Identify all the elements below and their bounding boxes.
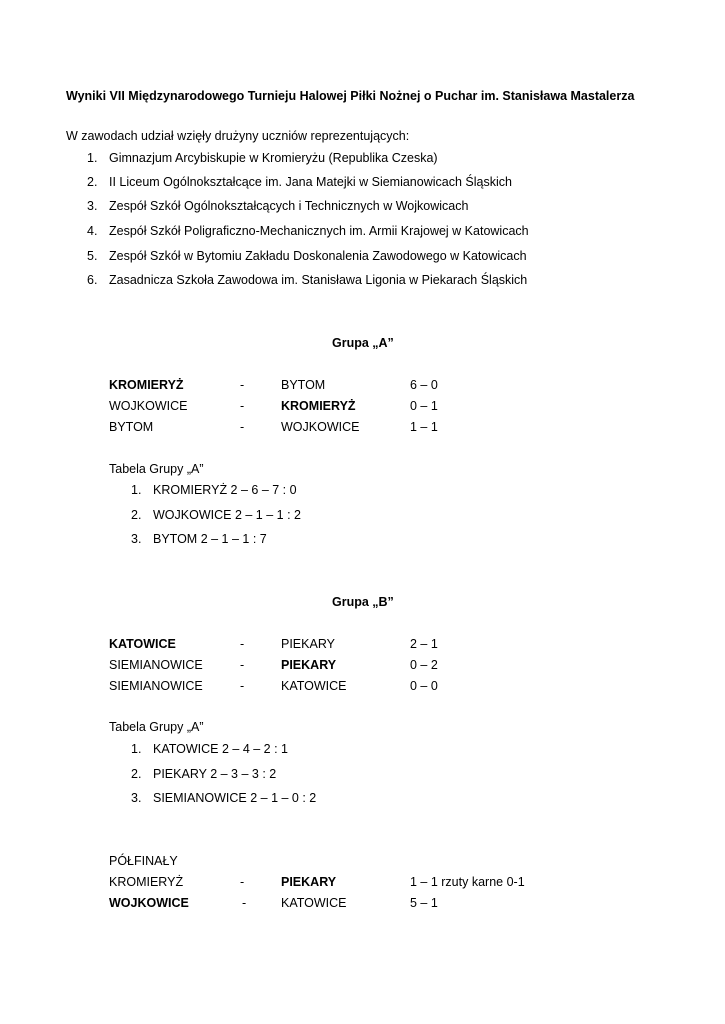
match-separator: - bbox=[240, 637, 245, 651]
match-away-team: BYTOM bbox=[281, 378, 326, 392]
match-away-team: KATOWICE bbox=[281, 896, 347, 910]
match-away-team: PIEKARY bbox=[281, 637, 335, 651]
standing-entry: KATOWICE 2 – 4 – 2 : 1 bbox=[153, 742, 289, 756]
standing-number: 2. bbox=[131, 767, 142, 781]
match-away-team: KROMIERYŻ bbox=[281, 399, 356, 413]
match-score: 2 – 1 bbox=[410, 637, 438, 651]
standing-entry: WOJKOWICE 2 – 1 – 1 : 2 bbox=[153, 508, 301, 522]
standing-entry: BYTOM 2 – 1 – 1 : 7 bbox=[153, 532, 267, 546]
team-number: 5. bbox=[87, 249, 98, 263]
match-away-team: WOJKOWICE bbox=[281, 420, 360, 434]
match-away-team: KATOWICE bbox=[281, 679, 347, 693]
document-title: Wyniki VII Międzynarodowego Turnieju Halowej Piłki Nożnej o Puchar im. Stanisława Mastalerza bbox=[66, 89, 635, 103]
semifinals-heading: PÓŁFINAŁY bbox=[109, 854, 178, 868]
standing-number: 3. bbox=[131, 532, 142, 546]
match-separator: - bbox=[242, 896, 247, 910]
standing-entry: PIEKARY 2 – 3 – 3 : 2 bbox=[153, 767, 277, 781]
standing-entry: KROMIERYŻ 2 – 6 – 7 : 0 bbox=[153, 483, 297, 497]
team-number: 6. bbox=[87, 273, 98, 287]
group-a-table-title: Tabela Grupy „A” bbox=[109, 462, 204, 476]
group-b-heading: Grupa „B” bbox=[332, 595, 394, 609]
match-score: 1 – 1 rzuty karne 0-1 bbox=[410, 875, 525, 889]
standing-number: 2. bbox=[131, 508, 142, 522]
match-home-team: KATOWICE bbox=[109, 637, 176, 651]
standing-entry: SIEMIANOWICE 2 – 1 – 0 : 2 bbox=[153, 791, 317, 805]
match-separator: - bbox=[240, 420, 245, 434]
match-separator: - bbox=[240, 378, 245, 392]
team-name: Zespół Szkół Poligraficzno-Mechanicznych im. Armii Krajowej w Katowicach bbox=[109, 224, 529, 238]
standing-number: 1. bbox=[131, 742, 142, 756]
match-score: 1 – 1 bbox=[410, 420, 438, 434]
team-number: 3. bbox=[87, 199, 98, 213]
team-number: 2. bbox=[87, 175, 98, 189]
match-home-team: WOJKOWICE bbox=[109, 399, 188, 413]
match-away-team: PIEKARY bbox=[281, 875, 337, 889]
match-separator: - bbox=[240, 875, 245, 889]
match-home-team: KROMIERYŻ bbox=[109, 875, 184, 889]
match-home-team: SIEMIANOWICE bbox=[109, 679, 203, 693]
team-name: II Liceum Ogólnokształcące im. Jana Matejki w Siemianowicach Śląskich bbox=[109, 175, 512, 189]
match-home-team: BYTOM bbox=[109, 420, 154, 434]
team-number: 4. bbox=[87, 224, 98, 238]
match-score: 6 – 0 bbox=[410, 378, 438, 392]
match-score: 5 – 1 bbox=[410, 896, 438, 910]
group-b-table-title: Tabela Grupy „A” bbox=[109, 720, 204, 734]
match-score: 0 – 2 bbox=[410, 658, 438, 672]
match-separator: - bbox=[240, 679, 245, 693]
team-name: Gimnazjum Arcybiskupie w Kromieryżu (Republika Czeska) bbox=[109, 151, 438, 165]
match-home-team: WOJKOWICE bbox=[109, 896, 189, 910]
match-home-team: KROMIERYŻ bbox=[109, 378, 184, 392]
match-score: 0 – 1 bbox=[410, 399, 438, 413]
standing-number: 1. bbox=[131, 483, 142, 497]
match-separator: - bbox=[240, 658, 245, 672]
group-a-heading: Grupa „A” bbox=[332, 336, 394, 350]
match-away-team: PIEKARY bbox=[281, 658, 337, 672]
match-separator: - bbox=[240, 399, 245, 413]
match-home-team: SIEMIANOWICE bbox=[109, 658, 203, 672]
intro-text: W zawodach udział wzięły drużyny uczniów reprezentujących: bbox=[66, 129, 410, 143]
team-number: 1. bbox=[87, 151, 98, 165]
match-score: 0 – 0 bbox=[410, 679, 438, 693]
standing-number: 3. bbox=[131, 791, 142, 805]
team-name: Zespół Szkół Ogólnokształcących i Technicznych w Wojkowicach bbox=[109, 199, 469, 213]
team-name: Zasadnicza Szkoła Zawodowa im. Stanisława Ligonia w Piekarach Śląskich bbox=[109, 273, 528, 287]
team-name: Zespół Szkół w Bytomiu Zakładu Doskonalenia Zawodowego w Katowicach bbox=[109, 249, 527, 263]
